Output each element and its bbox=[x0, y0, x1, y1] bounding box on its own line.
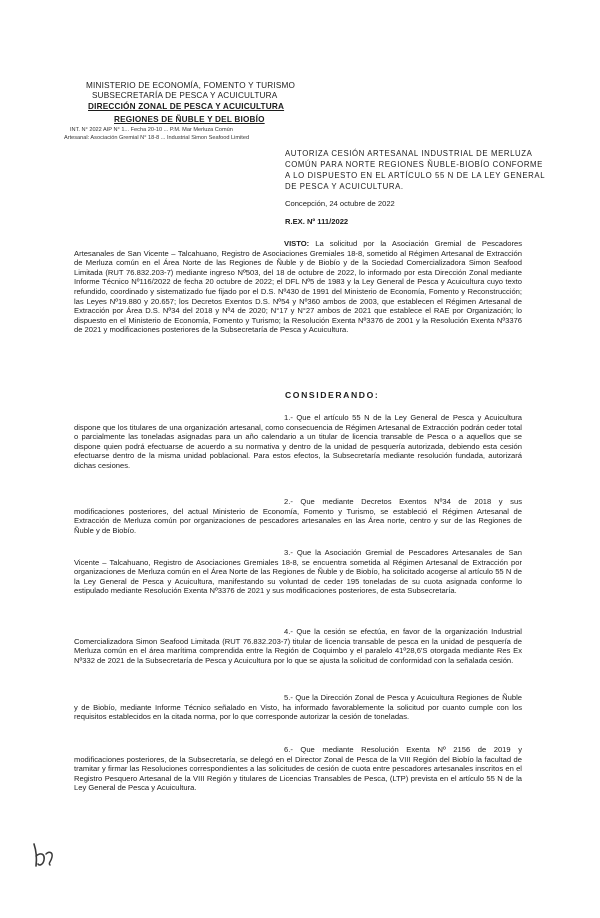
title-line-1: AUTORIZA CESIÓN ARTESANAL INDUSTRIAL DE MERLUZA bbox=[285, 149, 533, 158]
considerando-4: 4.- Que la cesión se efectúa, en favor de la organización Industrial Comercializadora Simon Seafood Limitada (RUT 76.832.203-7) titular de licencia transable de pesca en la unidad de pesquería de Merluza común en el área marítima comprendida entre la Región de Coquimbo y el paralelo 41º28,6'S otorgada mediante Res Ex Nº332 de 2021 de la Subsecretaría de Pesca y Acuicultura por lo que se ajusta la solicitud de conformidad con la señalada cesión. bbox=[74, 627, 522, 665]
considerando-6: 6.- Que mediante Resolución Exenta Nº 2156 de 2019 y modificaciones posteriores, de la Subsecretaría, se delegó en el Director Zonal de Pesca de la VIII Región del Biobío la facultad de tramitar y firmar las Resoluciones correspondientes a las solicitudes de cesión de cuota entre pescadores artesanales inscritos en el Registro Pesquero Artesanal de la VIII Región y titulares de Licencias Transables de Pesca, (LTP) prevista en el artículo 55 N de la Ley General de Pesca y Acuicultura. bbox=[74, 745, 522, 793]
header-note-2: Artesanal: Asociación Gremial N° 18-8 ... Industrial Simon Seafood Limited bbox=[64, 135, 250, 141]
header-note-1: INT. N° 2022 AIP N° 1... Fecha 20-10 ... P.M. Mar Merluza Común bbox=[70, 127, 233, 133]
resolution-number: R.EX. Nº 111/2022 bbox=[285, 217, 349, 226]
considerando-5: 5.- Que la Dirección Zonal de Pesca y Acuicultura Regiones de Ñuble y de Biobío, mediante Informe Técnico señalado en Visto, ha informado favorablemente la solicitud por cuanto cumple con los requisitos establecidos en la citada norma, por lo que corresponde autorizar la cesión de toneladas. bbox=[74, 693, 522, 722]
considerando-1: 1.- Que el artículo 55 N de la Ley General de Pesca y Acuicultura dispone que los titulares de una organización artesanal, como consecuencia de Régimen Artesanal de Extracción podrán ceder total o parcialmente las toneladas asignadas para un año calendario a un titular de licencia transable de Pesca o a aquellos que se dispone quien podrá efectuarse de acuerdo a su normativa y dentro de la unidad de pesquería autorizada, debiendo esta cesión efectuarse dentro de la misma unidad poblacional. Para estos efectos, la Subsecretaría mediante resolución fundada, autorizará dichas cesiones. bbox=[74, 413, 522, 470]
header-ministry: MINISTERIO DE ECONOMÍA, FOMENTO Y TURISMO bbox=[86, 81, 296, 90]
considerando-2: 2.- Que mediante Decretos Exentos Nº34 de 2018 y sus modificaciones posteriores, del actual Ministerio de Economía, Fomento y Turismo, se estableció el Régimen Artesanal de Extracción de Merluza común por organizaciones de pescadores artesanales en las Área norte, centro y sur de las Regiones de Ñuble y de Biobío. bbox=[74, 497, 522, 535]
title-line-2: COMÚN PARA NORTE REGIONES ÑUBLE-BIOBÍO CONFORME bbox=[285, 160, 543, 169]
title-line-4: DE PESCA Y ACUICULTURA. bbox=[285, 182, 404, 191]
header-subsecretaria: SUBSECRETARÍA DE PESCA Y ACUICULTURA bbox=[92, 91, 278, 100]
header-regiones: REGIONES DE ÑUBLE Y DEL BIOBÍO bbox=[114, 115, 265, 124]
considerando-3: 3.- Que la Asociación Gremial de Pescadores Artesanales de San Vicente – Talcahuano, Registro de Asociaciones Gremiales 18-8, se encuentra sometida al Régimen Artesanal de Extracción por organizaciones de Merluza común en el Área Norte de las Regiones de Ñuble y de Biobío, ha solicitado acogerse al artículo 55 N de la Ley General de Pesca y Acuicultura, manifestando su voluntad de ceder 195 toneladas de su cuota asignada conforme lo estipulado mediante Resolución Exenta Nº3376 de 2021 y sus modificaciones posteriores, de esta Subsecretaría. bbox=[74, 548, 522, 596]
visto-text: La solicitud por la Asociación Gremial de Pescadores Artesanales de San Vicente – Talcahuano, Registro de Asociaciones Gremiales 18-8, sometido al Régimen Artesanal de Extracción de Merluza común en el Área Norte de las Regiones de Ñuble y de Biobío y de la Sociedad Comercializadora Simon Seafood Limitada (RUT 76.832.203-7) mediante ingreso Nº503, del 18 de octubre de 2022, lo informado por esta Dirección Zonal mediante Informe Técnico Nº116/2022 de fecha 20 octubre de 2022; el DFL Nº5 de 1983 y la Ley General de Pesca y Acuicultura cuyo texto refundido, coordinado y sistematizado fue fijado por el D.S. Nº430 de 1991 del Ministerio de Economía, Fomento y Reconstrucción; las Leyes Nº19.880 y 20.657; los Decretos Exentos D.S. Nº54 y Nº360 ambos de 2003, que establecen el Régimen Artesanal de Extracción por Área D.S. Nº34 del 2018 y Nº4 de 2020; N°17 y N°27 ambos de 2021 que establece el RAE por Organización; lo dispuesto en el Ministerio de Economía, Fomento y Turismo; la Resolución Exenta Nº3376 de 2001 y la Resolución Exenta Nº3376 de 2021 y modificaciones posteriores de la Subsecretaría de Pesca y Acuicultura. bbox=[74, 239, 522, 335]
place-date: Concepción, 24 octubre de 2022 bbox=[285, 199, 395, 208]
visto-label: VISTO: bbox=[284, 239, 310, 248]
considerando-heading: CONSIDERANDO: bbox=[285, 390, 380, 400]
header-direccion: DIRECCIÓN ZONAL DE PESCA Y ACUICULTURA bbox=[88, 102, 285, 111]
visto-paragraph bbox=[74, 239, 522, 335]
handwritten-initials-icon bbox=[28, 840, 64, 870]
title-line-3: A LO DISPUESTO EN EL ARTÍCULO 55 N DE LA LEY GENERAL bbox=[285, 171, 546, 180]
